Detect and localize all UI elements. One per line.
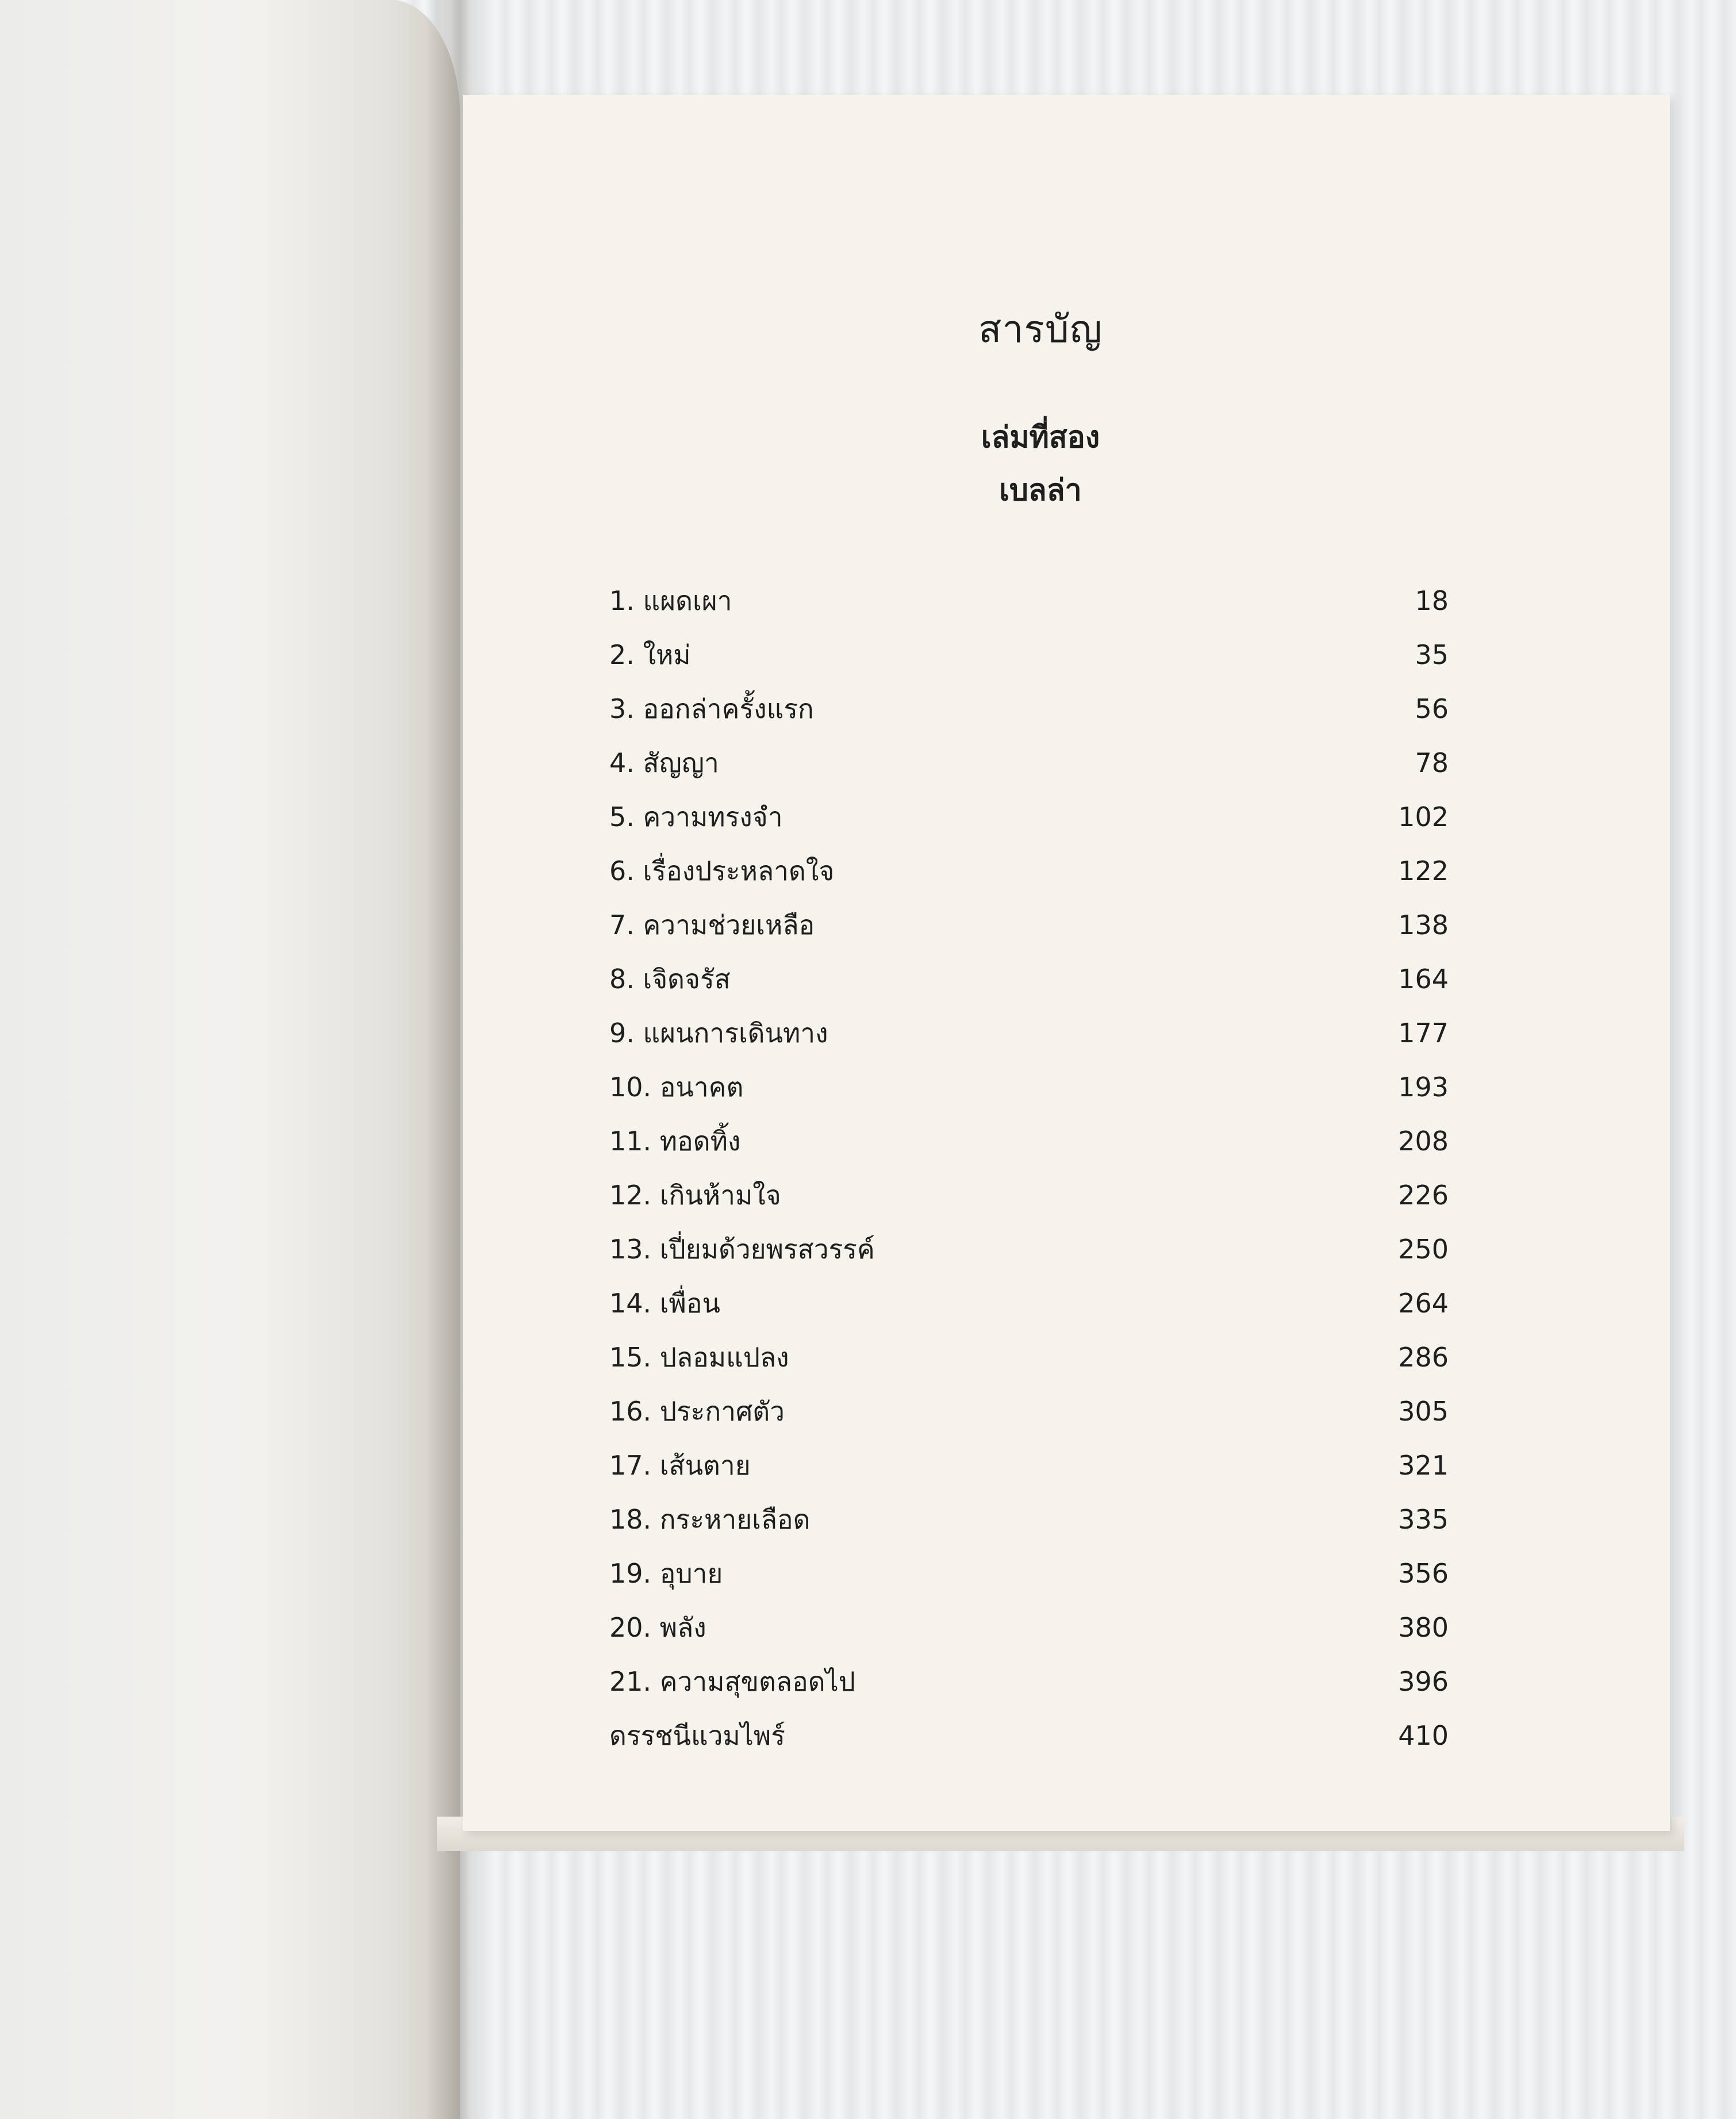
- volume-name: เบลล่า: [999, 473, 1082, 508]
- table-of-contents: [609, 299, 1472, 1778]
- toc-entry: [609, 850, 1472, 904]
- toc-entry-label: 18. กระหายเลือด: [609, 1504, 811, 1535]
- toc-entry: [609, 1066, 1472, 1120]
- toc-entry-label: 10. อนาคต: [609, 1072, 744, 1103]
- toc-entry-label: 14. เพื่อน: [609, 1288, 720, 1319]
- toc-entry: [609, 1607, 1472, 1661]
- toc-entry: [609, 1445, 1472, 1499]
- toc-entry: [609, 796, 1472, 850]
- toc-entry: [609, 1174, 1472, 1229]
- toc-entry-page: 56: [1415, 693, 1449, 724]
- toc-entry: [609, 580, 1472, 634]
- toc-entry-page: 78: [1415, 747, 1449, 778]
- toc-entry-page: 35: [1415, 639, 1449, 670]
- toc-entry-label: 3. ออกล่าครั้งแรก: [609, 693, 814, 724]
- toc-entry-label: 9. แผนการเดินทาง: [609, 1018, 828, 1049]
- toc-entry-label: 5. ความทรงจำ: [609, 801, 783, 832]
- toc-entry: [609, 634, 1472, 688]
- toc-entry-label: 15. ปลอมแปลง: [609, 1342, 789, 1373]
- toc-entry-label: 17. เส้นตาย: [609, 1450, 751, 1481]
- toc-entry-page: 164: [1398, 963, 1449, 995]
- left-page: [0, 0, 460, 2119]
- toc-entry-label: 21. ความสุขตลอดไป: [609, 1666, 855, 1697]
- toc-entry-label: 13. เปี่ยมด้วยพรสวรรค์: [609, 1234, 875, 1265]
- toc-entry-label: 2. ใหม่: [609, 639, 691, 670]
- toc-entry: [609, 1391, 1472, 1445]
- toc-entry-page: 286: [1398, 1342, 1449, 1373]
- toc-list: [609, 580, 1472, 1769]
- toc-entry: [609, 1012, 1472, 1066]
- toc-title: สารบัญ: [978, 307, 1103, 351]
- toc-entry: [609, 1715, 1472, 1769]
- toc-entry-page: 380: [1398, 1612, 1449, 1643]
- toc-entry: [609, 904, 1472, 958]
- toc-entry: [609, 1661, 1472, 1715]
- toc-entry-page: 177: [1398, 1018, 1449, 1049]
- toc-entry: [609, 688, 1472, 742]
- toc-entry: [609, 958, 1472, 1012]
- volume-label: เล่มที่สอง: [981, 420, 1100, 455]
- toc-entry-label: 7. ความช่วยเหลือ: [609, 909, 815, 941]
- toc-entry-page: 122: [1398, 855, 1449, 886]
- toc-entry-label: 11. ทอดทิ้ง: [609, 1126, 741, 1157]
- toc-entry: [609, 1337, 1472, 1391]
- toc-entry: [609, 1499, 1472, 1553]
- toc-entry: [609, 1553, 1472, 1607]
- toc-entry-page: 250: [1398, 1234, 1449, 1265]
- toc-entry-page: 226: [1398, 1180, 1449, 1211]
- toc-entry-page: 193: [1398, 1072, 1449, 1103]
- toc-entry-label: ดรรชนีแวมไพร์: [609, 1720, 785, 1751]
- toc-entry-label: 6. เรื่องประหลาดใจ: [609, 855, 835, 886]
- toc-entry-label: 12. เกินห้ามใจ: [609, 1180, 781, 1211]
- toc-entry-label: 20. พลัง: [609, 1612, 706, 1643]
- toc-entry-page: 321: [1398, 1450, 1449, 1481]
- toc-entry-label: 1. แผดเผา: [609, 585, 732, 616]
- toc-entry: [609, 742, 1472, 796]
- toc-entry-page: 264: [1398, 1288, 1449, 1319]
- toc-entry: [609, 1120, 1472, 1174]
- toc-entry-page: 138: [1398, 909, 1449, 941]
- toc-entry-page: 356: [1398, 1558, 1449, 1589]
- toc-entry-page: 410: [1398, 1720, 1449, 1751]
- toc-entry-label: 8. เจิดจรัส: [609, 963, 731, 995]
- toc-entry-page: 305: [1398, 1396, 1449, 1427]
- toc-entry-page: 335: [1398, 1504, 1449, 1535]
- toc-entry-page: 208: [1398, 1126, 1449, 1157]
- toc-entry-label: 4. สัญญา: [609, 747, 719, 778]
- toc-entry: [609, 1229, 1472, 1283]
- toc-entry: [609, 1283, 1472, 1337]
- toc-entry-label: 19. อุบาย: [609, 1558, 723, 1589]
- toc-entry-page: 18: [1415, 585, 1449, 616]
- toc-entry-page: 102: [1398, 801, 1449, 832]
- toc-entry-label: 16. ประกาศตัว: [609, 1396, 785, 1427]
- toc-entry-page: 396: [1398, 1666, 1449, 1697]
